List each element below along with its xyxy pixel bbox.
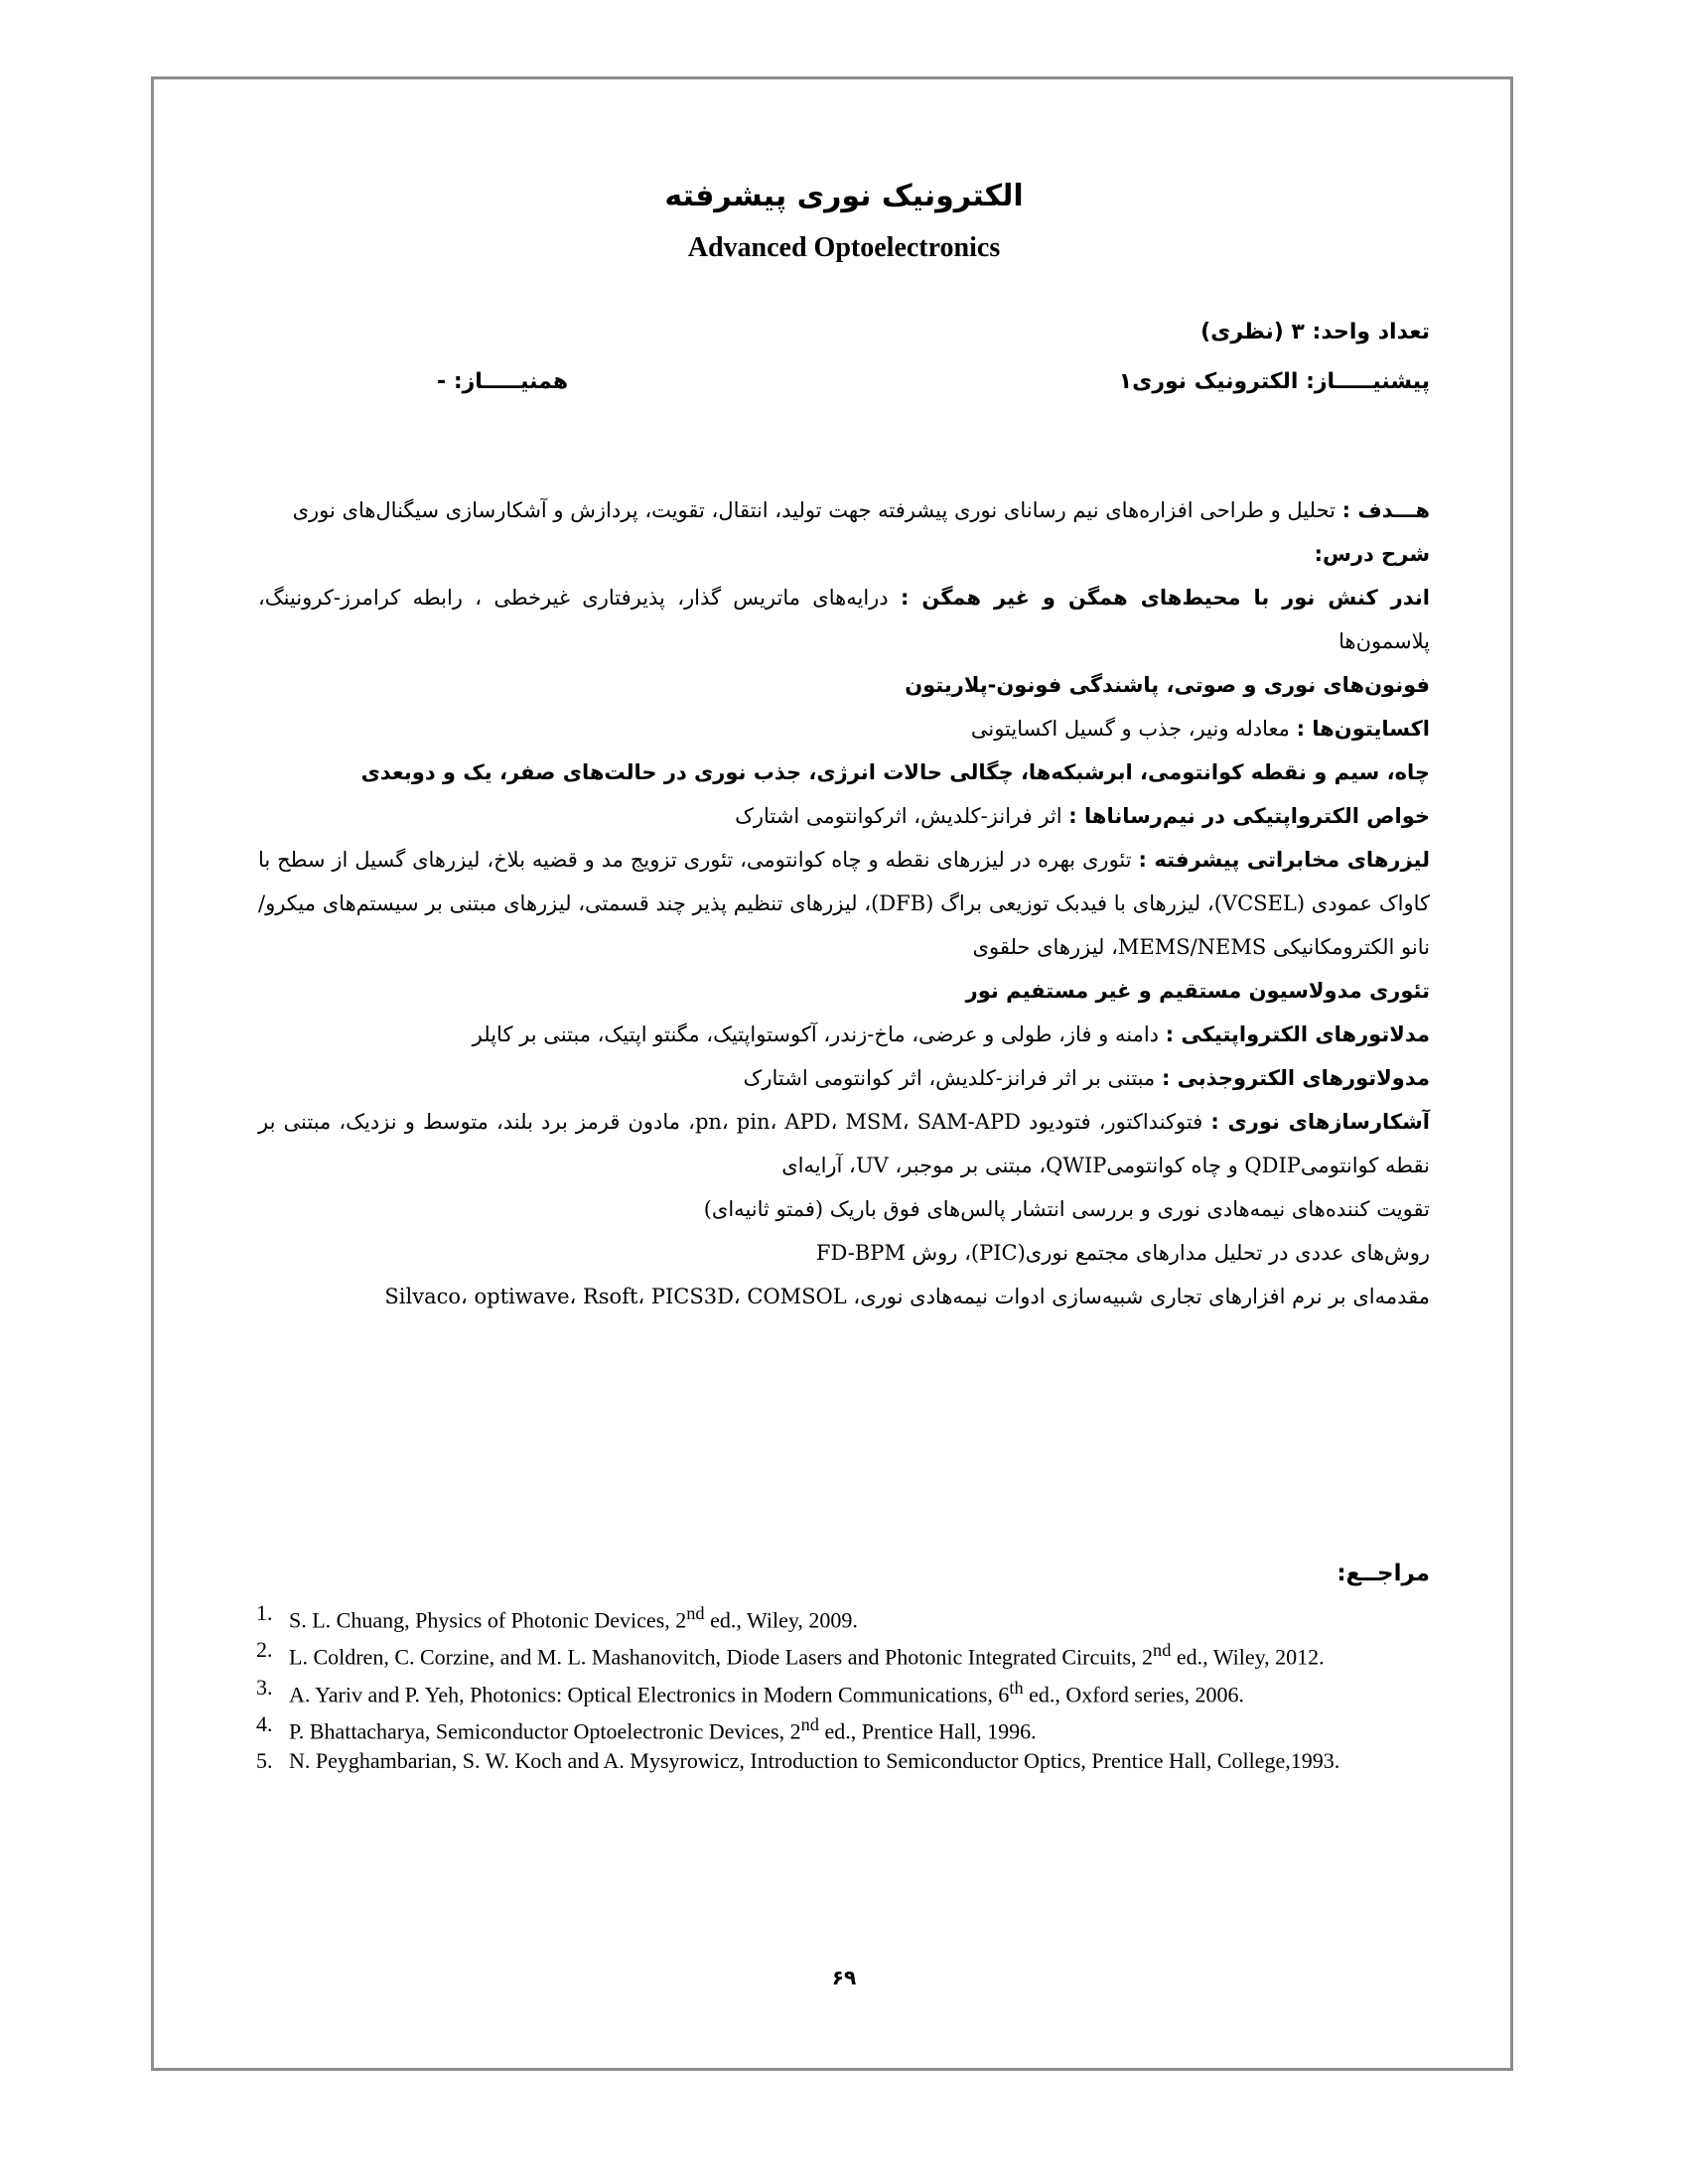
topic-text: معادله ونیر، جذب و گسیل اکسایتونی	[970, 717, 1290, 741]
units-value: ۳ (نظری)	[1200, 320, 1305, 344]
topic-item	[258, 1056, 1430, 1100]
topic-text: درایه‌های ماتریس گذار، پذیرفتاری غیرخطی ، رابطه کرامرز-کرونینگ، پلاسمون‌ها	[258, 586, 1430, 653]
topic-label: فونون‌های نوری و صوتی، پاشندگی فونون-پلاریتون	[905, 673, 1430, 697]
syllabus-heading: شرح درس:	[1314, 542, 1430, 566]
topic-text: تقویت کننده‌های نیمه‌هادی نوری و بررسی انتشار پالس‌های فوق باریک (فمتو ثانیه‌ای)	[703, 1197, 1430, 1221]
topic-label: اندر کنش نور با محیط‌های همگن و غیر همگن :	[900, 586, 1430, 610]
course-title-english: Advanced Optoelectronics	[687, 232, 1001, 263]
topic-item	[258, 1275, 1430, 1318]
topic-list	[258, 576, 1430, 1318]
topic-item	[258, 969, 1430, 1013]
corequisite-value: -	[437, 369, 447, 394]
reference-text-tail: ed., Oxford series, 2006.	[1023, 1681, 1245, 1706]
reference-number: 5.	[256, 1748, 273, 1774]
topic-label: اکسایتون‌ها :	[1296, 717, 1430, 741]
topic-text: فتوکنداکتور، فتودیود pn، pin، APD، MSM، SAM-APD، مادون قرمز برد بلند، متوسط و نزدیک، مبتنی بر نقطه کوانتومیQDIP و چاه کوانتومیQWIP، مبتنی بر موجبر، UV، آرایه‌ای	[258, 1110, 1430, 1177]
topic-item	[258, 1187, 1430, 1231]
prerequisite-line	[1119, 369, 1430, 394]
topic-text: تئوری بهره در لیزرهای نقطه و چاه کوانتومی، تئوری تزویج مد و قضیه بلاخ، لیزرهای گسیل از سطح با کاواک عمودی (VCSEL)، لیزرهای با فیدبک توزیعی براگ (DFB)، لیزرهای تنظیم پذیر چند قسمتی، لیزرهای مبتنی بر سیستم‌های میکرو/نانو الکترومکانیکی MEMS/NEMS، لیزرهای حلقوی	[258, 848, 1431, 959]
reference-item	[256, 1673, 1428, 1709]
goal-paragraph	[258, 488, 1430, 532]
prerequisite-label: پیشنیـــــاز:	[1306, 369, 1430, 394]
reference-text-tail: ed., Wiley, 2009.	[704, 1607, 858, 1633]
reference-number: 2.	[256, 1637, 273, 1663]
topic-label: لیزرهای مخابراتی پیشرفته :	[1138, 848, 1430, 872]
reference-edition-suffix: nd	[1153, 1640, 1172, 1661]
reference-text: A. Yariv and P. Yeh, Photonics: Optical Electronics in Modern Communications, 6	[289, 1681, 1010, 1706]
course-title-persian: الکترونیک نوری پیشرفته	[664, 179, 1024, 213]
topic-text: مقدمه‌ای بر نرم افزارهای تجاری شبیه‌سازی ادوات نیمه‌هادی نوری، Silvaco، optiwave، Rsoft، PICS3D، COMSOL	[384, 1285, 1430, 1308]
reference-text-tail: ed., Prentice Hall, 1996.	[818, 1718, 1037, 1744]
reference-number: 4.	[256, 1710, 273, 1736]
topic-item	[258, 663, 1430, 707]
reference-text: N. Peyghambarian, S. W. Koch and A. Mysyrowicz, Introduction to Semiconductor Optics, Prentice Hall, College,1993.	[289, 1748, 1340, 1774]
topic-label: تئوری مدولاسیون مستقیم و غیر مستفیم نور	[965, 979, 1430, 1003]
topic-item	[258, 1100, 1430, 1187]
reference-edition-suffix: nd	[800, 1713, 819, 1734]
topic-label: خواص الکترواپتیکی در نیم‌رساناها :	[1068, 804, 1430, 828]
topic-item	[258, 751, 1430, 794]
topic-text: مبتنی بر اثر فرانز-کلدیش، اثر کوانتومی اشتارک	[743, 1066, 1156, 1090]
corequisite-label: همنیـــــاز:	[453, 369, 569, 394]
units-line	[1200, 320, 1430, 344]
units-label: تعداد واحد:	[1312, 320, 1430, 344]
topic-label: آشکارسازهای نوری :	[1210, 1110, 1430, 1134]
reference-edition-suffix: th	[1009, 1677, 1024, 1698]
reference-text: L. Coldren, C. Corzine, and M. L. Mashanovitch, Diode Lasers and Photonic Integrated Circuits, 2	[289, 1644, 1154, 1670]
reference-number: 3.	[256, 1674, 273, 1700]
topic-item	[258, 1231, 1430, 1275]
reference-text: S. L. Chuang, Physics of Photonic Devices, 2	[289, 1607, 687, 1633]
topic-label: مدولاتورهای الکتروجذبی :	[1161, 1066, 1430, 1090]
corequisite-line	[437, 369, 568, 394]
references-heading: مراجــع:	[1336, 1561, 1430, 1586]
reference-item	[256, 1709, 1428, 1746]
page-number: ۶۹	[831, 1966, 857, 1989]
reference-list	[256, 1598, 1428, 1776]
topic-text: دامنه و فاز، طولی و عرضی، ماخ-زندر، آکوستواپتیک، مگنتو اپتیک، مبتنی بر کاپلر	[472, 1023, 1160, 1046]
goal-text: تحلیل و طراحی افزاره‌های نیم رسانای نوری پیشرفته جهت تولید، انتقال، تقویت، پردازش و آشکارسازی سیگنال‌های نوری	[292, 498, 1336, 522]
topic-item	[258, 1013, 1430, 1056]
topic-label: چاه، سیم و نقطه کوانتومی، ابرشبکه‌ها، چگالی حالات انرژی، جذب نوری در حالت‌های صفر، یک و دوبعدی	[360, 760, 1430, 784]
reference-text: P. Bhattacharya, Semiconductor Optoelectronic Devices, 2	[289, 1718, 801, 1744]
topic-text: روش‌های عددی در تحلیل مدارهای مجتمع نوری(PIC)، روش FD-BPM	[815, 1241, 1430, 1265]
reference-edition-suffix: nd	[686, 1603, 705, 1623]
topic-label: مدلاتورهای الکترواپتیکی :	[1165, 1023, 1430, 1046]
goal-label: هـــدف :	[1341, 498, 1430, 522]
topic-item	[258, 707, 1430, 751]
topic-item	[258, 838, 1430, 969]
course-description	[258, 488, 1430, 1318]
reference-item	[256, 1635, 1428, 1672]
prerequisite-value: الکترونیک نوری۱	[1118, 369, 1299, 394]
reference-item	[256, 1746, 1428, 1776]
topic-item	[258, 794, 1430, 838]
reference-item	[256, 1598, 1428, 1635]
reference-text-tail: ed., Wiley, 2012.	[1171, 1644, 1325, 1670]
reference-number: 1.	[256, 1600, 273, 1625]
topic-text: اثر فرانز-کلدیش، اثرکوانتومی اشتارک	[735, 804, 1062, 828]
topic-item	[258, 576, 1430, 663]
